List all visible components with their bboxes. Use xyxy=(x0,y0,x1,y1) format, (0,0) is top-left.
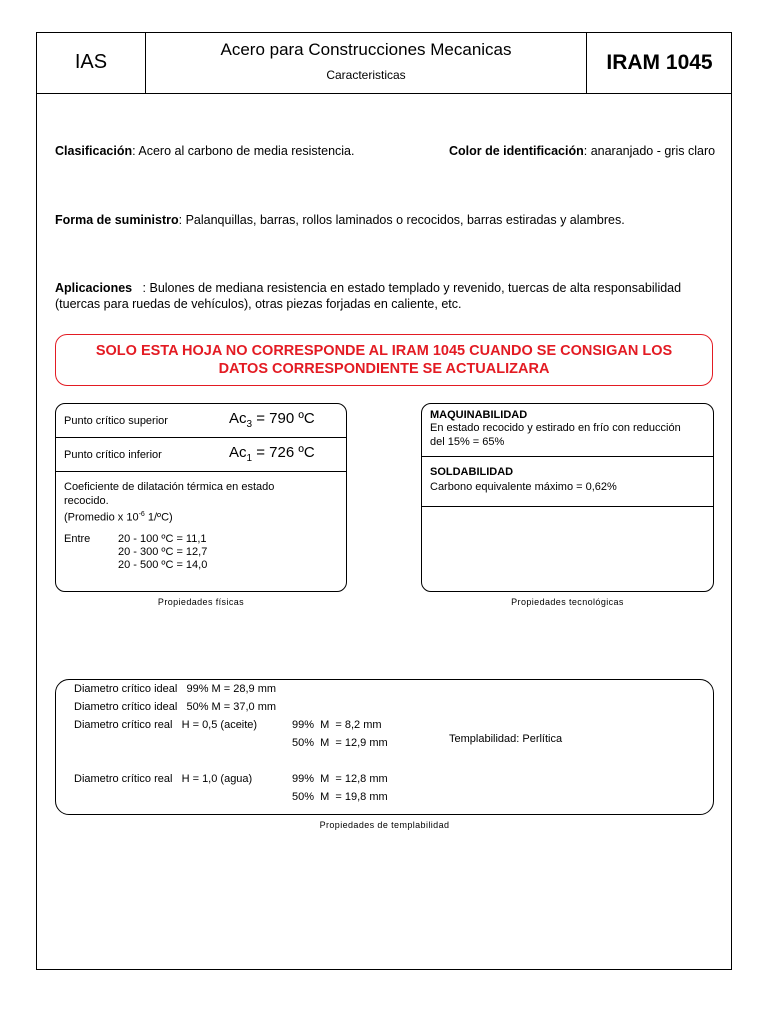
coef-line3 xyxy=(64,508,173,525)
punto-critico-superior-label: Punto crítico superior xyxy=(64,415,168,427)
norm-code: IRAM 1045 xyxy=(606,50,713,74)
clasificacion-label: Clasificación xyxy=(55,144,133,158)
color-value: : anaranjado - gris claro xyxy=(583,144,716,158)
ac3-subscript: 3 xyxy=(246,419,253,430)
warning-line1: SOLO ESTA HOJA NO CORRESPONDE AL IRAM 1045 CUANDO SE CONSIGAN LOS xyxy=(95,343,673,359)
coef-line2: recocido. xyxy=(64,495,109,507)
ac1-subscript: 1 xyxy=(246,453,253,464)
color-identificacion xyxy=(449,143,715,159)
diametro-real-aceite: Diametro crítico real H = 0,5 (aceite) xyxy=(74,719,258,731)
ac1-temp: = 726 ºC xyxy=(252,444,315,461)
soldabilidad-title: SOLDABILIDAD xyxy=(430,466,514,478)
fisicas-divider-1 xyxy=(56,437,346,438)
punto-critico-inferior-label: Punto crítico inferior xyxy=(64,449,162,461)
agua-50: 50% M = 19,8 mm xyxy=(292,791,388,803)
agua-99: 99% M = 12,8 mm xyxy=(292,773,388,785)
ac1-value xyxy=(229,444,315,464)
rango-3: 20 - 500 ºC = 14,0 xyxy=(118,559,208,571)
document-subtitle: Caracteristicas xyxy=(326,68,406,82)
maquinabilidad-line2: del 15% = 65% xyxy=(430,436,505,448)
entre-label: Entre xyxy=(64,533,91,545)
clasificacion-value: : Acero al carbono de media resistencia. xyxy=(132,144,355,158)
tec-divider-2 xyxy=(422,506,713,507)
caption-fisicas: Propiedades físicas xyxy=(157,597,245,607)
maquinabilidad-title: MAQUINABILIDAD xyxy=(430,409,528,421)
aplicaciones-label: Aplicaciones xyxy=(55,281,133,295)
coef-line3-b: 1/ºC) xyxy=(144,511,173,524)
ac1-symbol: Ac xyxy=(229,444,247,461)
aplicaciones-line1: : Bulones de mediana resistencia en estado templado y revenido, tuercas de alta responsabilidad xyxy=(132,281,682,295)
color-label: Color de identificación xyxy=(449,144,584,158)
templabilidad-tipo: Templabilidad: Perlítica xyxy=(449,733,563,745)
aceite-99: 99% M = 8,2 mm xyxy=(292,719,382,731)
caption-templabilidad: Propiedades de templabilidad xyxy=(319,820,450,830)
rango-2: 20 - 300 ºC = 12,7 xyxy=(118,546,208,558)
org-label: IAS xyxy=(74,51,108,73)
fisicas-divider-2 xyxy=(56,471,346,472)
soldabilidad-line1: Carbono equivalente máximo = 0,62% xyxy=(430,481,617,493)
ac3-symbol: Ac xyxy=(229,410,247,427)
forma-value: : Palanquillas, barras, rollos laminados o recocidos, barras estiradas y alambres. xyxy=(178,213,625,227)
aplicaciones-line2: (tuercas para ruedas de vehículos), otras piezas forjadas en caliente, etc. xyxy=(55,297,462,311)
aplicaciones xyxy=(55,280,725,296)
warning-line2: DATOS CORRESPONDIENTE SE ACTUALIZARA xyxy=(218,361,550,377)
ac3-value xyxy=(229,410,315,430)
document-title: Acero para Construcciones Mecanicas xyxy=(220,40,512,59)
caption-tecnologicas: Propiedades tecnológicas xyxy=(511,597,624,607)
forma-suministro xyxy=(55,212,625,228)
coef-exponent: -6 xyxy=(138,511,145,518)
coef-line1: Coeficiente de dilatación térmica en estado xyxy=(64,481,275,493)
warning-banner xyxy=(55,334,713,386)
clasificacion xyxy=(55,143,354,159)
header-divider xyxy=(36,93,732,94)
diametro-real-agua: Diametro crítico real H = 1,0 (agua) xyxy=(74,773,253,785)
aceite-50: 50% M = 12,9 mm xyxy=(292,737,388,749)
maquinabilidad-line1: En estado recocido y estirado en frío con reducción xyxy=(430,422,681,434)
rango-1: 20 - 100 ºC = 11,1 xyxy=(118,533,207,545)
diametro-ideal-99: Diametro crítico ideal 99% M = 28,9 mm xyxy=(74,683,277,695)
ac3-temp: = 790 ºC xyxy=(252,410,315,427)
coef-line3-a: (Promedio x 10 xyxy=(64,511,139,524)
forma-label: Forma de suministro xyxy=(55,213,179,227)
tec-divider-1 xyxy=(422,456,713,457)
diametro-ideal-50: Diametro crítico ideal 50% M = 37,0 mm xyxy=(74,701,277,713)
